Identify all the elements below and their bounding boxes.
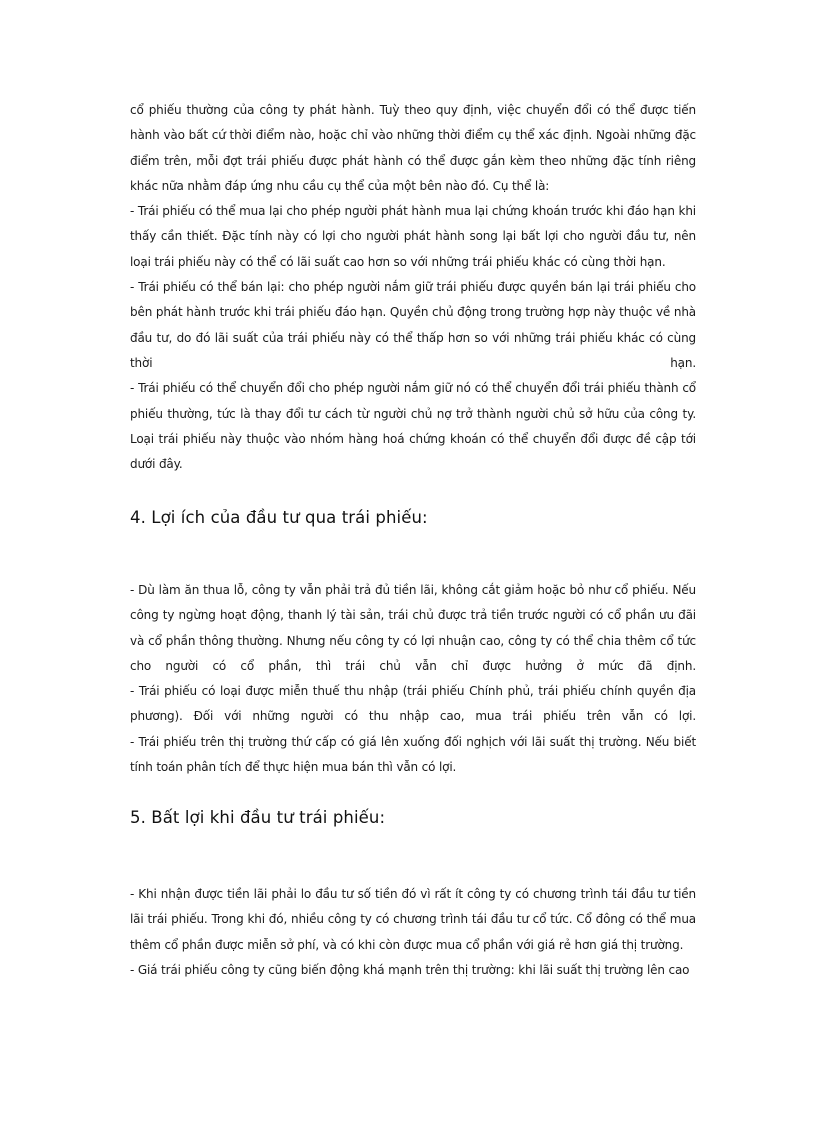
section-5-text-block bbox=[130, 882, 696, 983]
paragraph-benefit-interest: - Dù làm ăn thua lỗ, công ty vẫn phải trả đủ tiền lãi, không cắt giảm hoặc bỏ như cổ phiếu. Nếu công ty ngừng hoạt động, thanh lý tài sản, trái chủ được trả tiền trước người có cổ phần ưu đãi và cổ phần thông thường. Nhưng nếu công ty có lợi nhuận cao, công ty có thể chia thêm cổ tức cho người có cổ phần, thì trái chủ vẫn chỉ được hưởng ở mức đã định. bbox=[130, 583, 696, 673]
section-4-text-block bbox=[130, 578, 696, 780]
section-5-heading: 5. Bất lợi khi đầu tư trái phiếu: bbox=[130, 808, 386, 827]
paragraph-drawback-price-volatility: - Giá trái phiếu công ty cũng biến động khá mạnh trên thị trường: khi lãi suất thị trường lên cao bbox=[130, 962, 690, 977]
paragraph-convertible-bond: - Trái phiếu có thể chuyển đổi cho phép người nắm giữ nó có thể chuyển đổi trái phiếu thành cổ phiếu thường, tức là thay đổi tư cách từ người chủ nợ trở thành người chủ sở hữu của công ty. Loại trái phiếu này thuộc vào nhóm hàng hoá chứng khoán có thể chuyển đổi được đề cập tới dưới đây. bbox=[130, 381, 696, 472]
paragraph-convertible-timing: cổ phiếu thường của công ty phát hành. Tuỳ theo quy định, việc chuyển đổi có thể được tiến hành vào bất cứ thời điểm nào, hoặc chỉ vào những thời điểm cụ thể xác định. Ngoài những đặc điểm trên, mỗi đợt trái phiếu được phát hành có thể được gắn kèm theo những đặc tính riêng khác nữa nhằm đáp ứng nhu cầu cụ thể của một bên nào đó. Cụ thể là: bbox=[130, 103, 696, 193]
paragraph-drawback-reinvest: - Khi nhận được tiền lãi phải lo đầu tư số tiền đó vì rất ít công ty có chương trình tái đầu tư tiền lãi trái phiếu. Trong khi đó, nhiều công ty có chương trình tái đầu tư cổ tức. Cổ đông có thể mua thêm cổ phần được miễn sở phí, và có khi còn được mua cổ phần với giá rẻ hơn giá thị trường. bbox=[130, 887, 696, 952]
paragraph-puttable-bond: - Trái phiếu có thể bán lại: cho phép người nắm giữ trái phiếu được quyền bán lại trái phiếu cho bên phát hành trước khi trái phiếu đáo hạn. Quyền chủ động trong trường hợp này thuộc về nhà đầu tư, do đó lãi suất của trái phiếu này có thể thấp hơn so với những trái phiếu khác có cùng thời hạn. bbox=[130, 280, 696, 370]
intro-text-block bbox=[130, 98, 696, 477]
section-4-heading: 4. Lợi ích của đầu tư qua trái phiếu: bbox=[130, 508, 428, 527]
paragraph-callable-bond: - Trái phiếu có thể mua lại cho phép người phát hành mua lại chứng khoán trước khi đáo hạn khi thấy cần thiết. Đặc tính này có lợi cho người phát hành song lại bất lợi cho người đầu tư, nên loại trái phiếu này có thể có lãi suất cao hơn so với những trái phiếu khác có cùng thời hạn. bbox=[130, 204, 696, 269]
paragraph-benefit-tax: - Trái phiếu có loại được miễn thuế thu nhập (trái phiếu Chính phủ, trái phiếu chính quyền địa phương). Đối với những người có thu nhập cao, mua trái phiếu trên vẫn có lợi. bbox=[130, 684, 696, 724]
paragraph-benefit-secondary-market: - Trái phiếu trên thị trường thứ cấp có giá lên xuống đối nghịch với lãi suất thị trường. Nếu biết tính toán phân tích để thực hiện mua bán thì vẫn có lợi. bbox=[130, 734, 696, 775]
